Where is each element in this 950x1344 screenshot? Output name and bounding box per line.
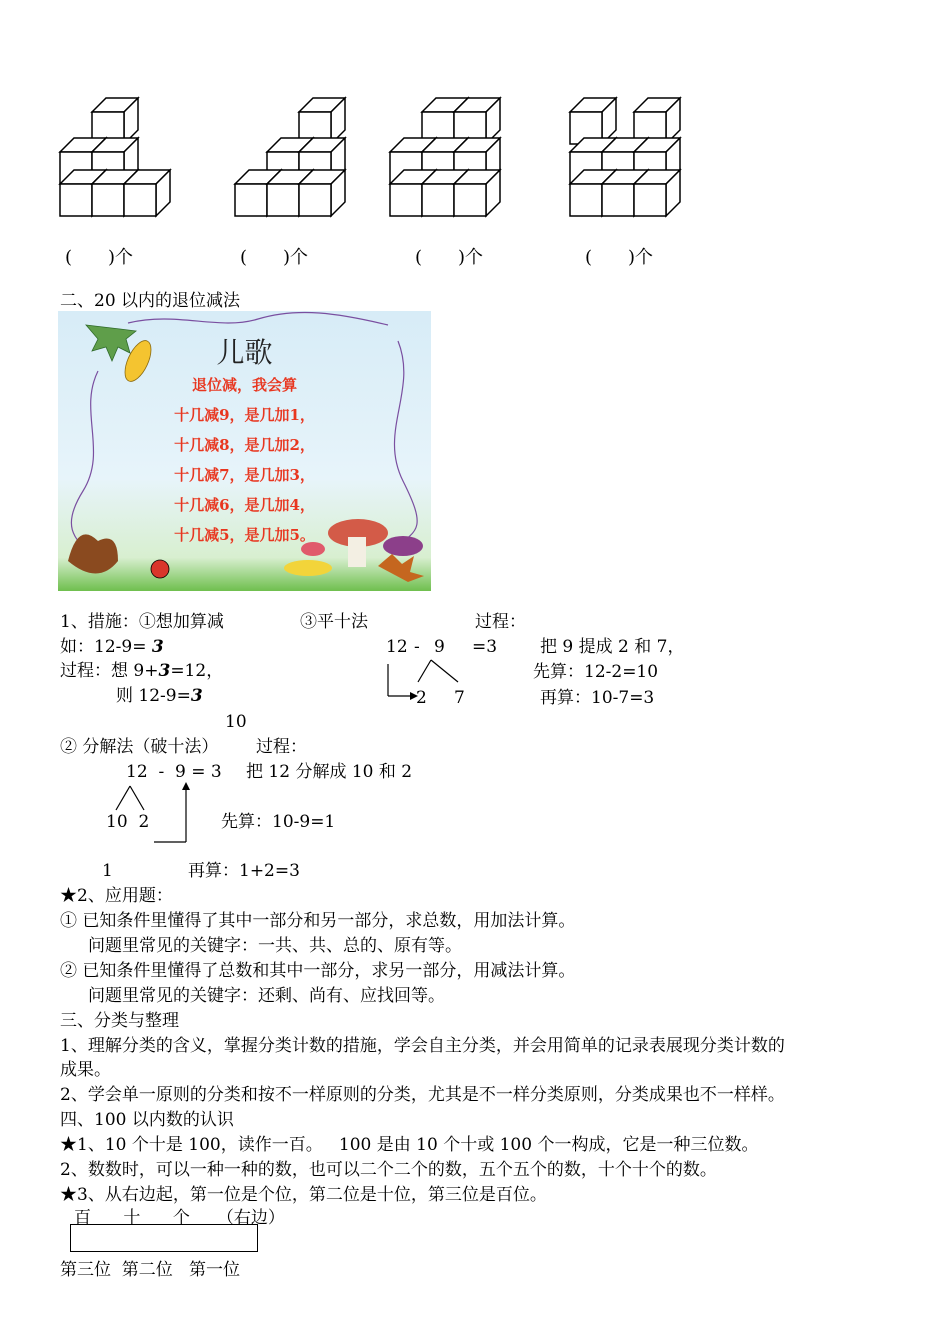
section3-point-1: 1、理解分类的含义，掌握分类计数的措施，学会自主分类，并会用简单的记录表展现分类计数的 — [60, 1036, 785, 1056]
method2-one: 1 — [102, 861, 113, 881]
unit-cube — [634, 98, 680, 144]
method-heading: 1、措施：①想加算减 — [60, 612, 224, 632]
section3-point-1-cont: 成果。 — [60, 1060, 111, 1080]
pt-part-7: 7 — [454, 688, 465, 708]
section3-heading: 三、分类与整理 — [60, 1011, 179, 1031]
cube-figures — [50, 80, 710, 240]
section2-heading: 二、20 以内的退位减法 — [60, 291, 241, 311]
place-positions: 第三位 第二位 第一位 — [60, 1260, 241, 1280]
place-value-box — [70, 1224, 258, 1252]
cube-count-blank-2[interactable]: ( )个 — [240, 247, 309, 268]
rhyme-line: 十几减7，是几加3， — [174, 466, 315, 484]
pt-step-split: 把 9 提成 2 和 7， — [540, 637, 685, 657]
unit-cube — [299, 170, 345, 216]
method2-process-label: 过程： — [256, 737, 307, 757]
rhyme-line: 十几减9，是几加1， — [174, 406, 315, 424]
method2-split-text: 把 12 分解成 10 和 2 — [246, 762, 413, 782]
process-line: 过程：想 9+3=12， — [60, 661, 224, 681]
nursery-rhyme-card — [58, 311, 431, 591]
unit-cube — [570, 98, 616, 144]
section4-point-1: ★1、10 个十是 100，读作一百。 100 是由 10 个十或 100 个一构成，它是一种三位数。 — [60, 1135, 759, 1155]
section3-point-2: 2、学会单一原则的分类和按不一样原则的分类，尤其是不一样分类原则，分类成果也不一样样。 — [60, 1085, 785, 1105]
method2-parts: 10 2 — [106, 812, 150, 832]
method2-step-first: 先算：10-9=1 — [221, 812, 336, 832]
apply-rule-2: ② 已知条件里懂得了总数和其中一部分，求另一部分，用减法计算。 — [60, 961, 576, 981]
unit-cube — [454, 170, 500, 216]
section4-point-2: 2、数数时，可以一种一种的数，也可以二个二个的数，五个五个的数，十个十个的数。 — [60, 1160, 717, 1180]
unit-cube — [454, 98, 500, 144]
pt-equation-12: 12 — [386, 637, 408, 657]
method3-process-label: 过程： — [475, 612, 526, 632]
apply-rule-1: ① 已知条件里懂得了其中一部分和另一部分，求总数，用加法计算。 — [60, 911, 576, 931]
method3-heading: ③平十法 — [300, 612, 368, 632]
result-line: 则 12-9=3 — [116, 686, 203, 706]
snail-icon — [151, 560, 169, 578]
place-names: 百 十 个 （右边） — [74, 1208, 285, 1228]
cube-count-blank-3[interactable]: ( )个 — [415, 247, 484, 268]
pt-step-then: 再算：10-7=3 — [540, 688, 655, 708]
method2-step-then: 再算：1+2=3 — [188, 861, 300, 881]
pt-step-first: 先算：12-2=10 — [533, 662, 659, 682]
rhyme-title: 儿歌 — [216, 336, 273, 369]
method2-heading: ② 分解法（破十法） — [60, 737, 219, 757]
pt-equation-9: 9 — [434, 637, 445, 657]
unit-cube — [299, 98, 345, 144]
example-line: 如：12-9= 3 — [60, 637, 164, 657]
section4-heading: 四、100 以内数的认识 — [60, 1110, 234, 1130]
unit-cube — [92, 98, 138, 144]
orange-leaf-icon — [378, 554, 424, 582]
apply-keywords-1: 问题里常见的关键字：一共、共、总的、原有等。 — [88, 936, 462, 956]
rhyme-line: 十几减5，是几加5。 — [174, 526, 315, 544]
rhyme-line: 十几减8，是几加2， — [174, 436, 315, 454]
ten-label: 10 — [225, 712, 247, 732]
unit-cube — [124, 170, 170, 216]
rhyme-line: 退位减，我会算 — [191, 376, 297, 394]
pt-part-2: 2 — [416, 688, 427, 708]
unit-cube — [634, 170, 680, 216]
apply-keywords-2: 问题里常见的关键字：还剩、尚有、应找回等。 — [88, 986, 445, 1006]
pt-equation-result: =3 — [472, 637, 498, 657]
rhyme-line: 十几减6，是几加4， — [174, 496, 315, 514]
cube-count-blank-4[interactable]: ( )个 — [585, 247, 654, 268]
apply-heading: ★2、应用题： — [60, 886, 173, 906]
cube-count-blank-1[interactable]: ( )个 — [65, 247, 134, 268]
yellow-leaf-bottom-icon — [284, 560, 332, 576]
section4-point-3: ★3、从右边起，第一位是个位，第二位是十位，第三位是百位。 — [60, 1185, 547, 1205]
pt-equation-minus: - — [414, 637, 420, 657]
method2-equation: 12 - 9 = 3 — [126, 762, 222, 782]
